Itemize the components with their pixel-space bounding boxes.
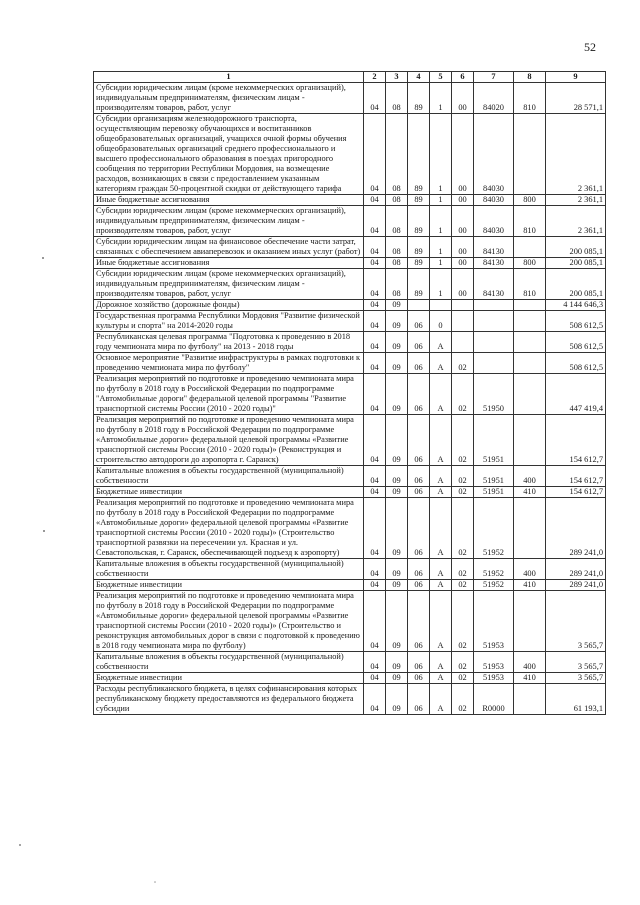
cell-section: 08 xyxy=(386,258,408,269)
cell-admin-code: 04 xyxy=(364,591,386,652)
cell-admin-code: 04 xyxy=(364,498,386,559)
cell-amount: 289 241,0 xyxy=(546,559,606,580)
cell-subprogram: 02 xyxy=(452,580,474,591)
cell-section: 09 xyxy=(386,374,408,415)
cell-program: 0 xyxy=(430,311,452,332)
cell-target-code: 51953 xyxy=(474,652,514,673)
column-header-5: 5 xyxy=(430,72,452,83)
cell-admin-code: 04 xyxy=(364,206,386,237)
cell-subprogram: 00 xyxy=(452,83,474,114)
cell-target-code: 51952 xyxy=(474,580,514,591)
column-header-9: 9 xyxy=(546,72,606,83)
cell-target-code: 51953 xyxy=(474,591,514,652)
cell-program: А xyxy=(430,374,452,415)
cell-target-code: 51951 xyxy=(474,487,514,498)
cell-amount: 289 241,0 xyxy=(546,580,606,591)
cell-subsection: 89 xyxy=(408,195,430,206)
cell-admin-code: 04 xyxy=(364,353,386,374)
cell-subsection: 06 xyxy=(408,684,430,715)
cell-section: 08 xyxy=(386,206,408,237)
cell-section: 09 xyxy=(386,673,408,684)
cell-expense-type: 400 xyxy=(514,466,546,487)
cell-expense-type: 400 xyxy=(514,652,546,673)
cell-amount: 3 565,7 xyxy=(546,652,606,673)
cell-section: 08 xyxy=(386,114,408,195)
cell-section: 09 xyxy=(386,332,408,353)
cell-admin-code: 04 xyxy=(364,559,386,580)
cell-description: Бюджетные инвестиции xyxy=(94,580,364,591)
cell-admin-code: 04 xyxy=(364,195,386,206)
cell-subsection: 06 xyxy=(408,466,430,487)
cell-section: 09 xyxy=(386,684,408,715)
cell-admin-code: 04 xyxy=(364,415,386,466)
cell-description: Субсидии организациям железнодорожного транспорта, осуществляющим перевозку обучающихся и воспитанников общеобразовательных организаций, учащихся очной формы обучения общеобразовательных организаций среднего профессионального и высшего профессионального образования в поездах пригородного сообщения по территории Республики Мордовия, на возмещение расходов, возникающих в связи с предоставлением указанным категориям граждан 50-процентной скидки от действующего тарифа xyxy=(94,114,364,195)
cell-subsection: 89 xyxy=(408,114,430,195)
cell-subsection: 89 xyxy=(408,269,430,300)
cell-program: 1 xyxy=(430,206,452,237)
cell-description: Расходы республиканского бюджета, в целях софинансирования которых республиканскому бюджету предоставляются из федерального бюджета субсидии xyxy=(94,684,364,715)
cell-expense-type: 800 xyxy=(514,258,546,269)
cell-amount: 508 612,5 xyxy=(546,332,606,353)
cell-section: 09 xyxy=(386,466,408,487)
cell-expense-type: 810 xyxy=(514,269,546,300)
cell-program: А xyxy=(430,353,452,374)
cell-target-code: 84030 xyxy=(474,114,514,195)
cell-target-code: 51951 xyxy=(474,466,514,487)
cell-amount: 447 419,4 xyxy=(546,374,606,415)
cell-section: 08 xyxy=(386,237,408,258)
cell-admin-code: 04 xyxy=(364,269,386,300)
cell-program: А xyxy=(430,673,452,684)
cell-subsection: 06 xyxy=(408,652,430,673)
cell-description: Субсидии юридическим лицам (кроме некоммерческих организаций), индивидуальным предпринимателям, физическим лицам - производителям товаров, работ, услуг xyxy=(94,83,364,114)
cell-program: А xyxy=(430,591,452,652)
cell-subsection: 06 xyxy=(408,415,430,466)
cell-subprogram: 02 xyxy=(452,559,474,580)
cell-program: А xyxy=(430,487,452,498)
cell-admin-code: 04 xyxy=(364,580,386,591)
cell-subprogram: 02 xyxy=(452,591,474,652)
cell-target-code: 51952 xyxy=(474,498,514,559)
cell-amount: 2 361,1 xyxy=(546,114,606,195)
cell-target-code: 51951 xyxy=(474,415,514,466)
cell-target-code: 84020 xyxy=(474,83,514,114)
cell-program: А xyxy=(430,332,452,353)
cell-admin-code: 04 xyxy=(364,673,386,684)
cell-expense-type: 410 xyxy=(514,673,546,684)
cell-target-code: 51952 xyxy=(474,559,514,580)
cell-subsection: 06 xyxy=(408,559,430,580)
cell-target-code: R0000 xyxy=(474,684,514,715)
column-header-7: 7 xyxy=(474,72,514,83)
cell-section: 09 xyxy=(386,580,408,591)
scan-dot xyxy=(154,881,156,883)
cell-admin-code: 04 xyxy=(364,311,386,332)
scan-dot xyxy=(19,844,21,846)
scan-dot xyxy=(42,257,44,259)
cell-program: А xyxy=(430,466,452,487)
page-number: 52 xyxy=(584,40,596,54)
cell-amount: 154 612,7 xyxy=(546,487,606,498)
cell-description: Бюджетные инвестиции xyxy=(94,487,364,498)
cell-subsection: 06 xyxy=(408,487,430,498)
cell-admin-code: 04 xyxy=(364,300,386,311)
cell-subprogram: 02 xyxy=(452,466,474,487)
cell-subprogram: 02 xyxy=(452,684,474,715)
cell-description: Реализация мероприятий по подготовке и проведению чемпионата мира по футболу в 2018 году в Российской Федерации по подпрограмме «Автомобильные дороги» федеральной целевой программы «Развитие транспортной системы России (2010 - 2020 годы)» (Строительство и реконструкция автомобильных дорог в связи с подготовкой к проведению в 2018 году чемпионата мира по футболу) xyxy=(94,591,364,652)
cell-section: 08 xyxy=(386,83,408,114)
cell-subprogram: 02 xyxy=(452,652,474,673)
cell-subsection: 89 xyxy=(408,237,430,258)
scan-dot xyxy=(43,530,45,532)
cell-amount: 4 144 646,3 xyxy=(546,300,606,311)
cell-description: Капитальные вложения в объекты государственной (муниципальной) собственности xyxy=(94,559,364,580)
cell-expense-type: 410 xyxy=(514,580,546,591)
cell-description: Иные бюджетные ассигнования xyxy=(94,195,364,206)
cell-description: Субсидии юридическим лицам на финансовое обеспечение части затрат, связанных с обеспечением авиаперевозок и оказанием иных услуг (работ) xyxy=(94,237,364,258)
cell-subprogram: 02 xyxy=(452,498,474,559)
cell-description: Реализация мероприятий по подготовке и проведению чемпионата мира по футболу в 2018 году в Российской Федерации по подпрограмме "Автомобильные дороги" федеральной целевой программы "Развитие транспортной системы России (2010 - 2020 годы)" xyxy=(94,374,364,415)
cell-section: 09 xyxy=(386,652,408,673)
cell-expense-type: 410 xyxy=(514,487,546,498)
cell-subprogram: 00 xyxy=(452,258,474,269)
cell-target-code: 84130 xyxy=(474,258,514,269)
cell-amount: 3 565,7 xyxy=(546,591,606,652)
cell-subprogram: 02 xyxy=(452,374,474,415)
cell-amount: 3 565,7 xyxy=(546,673,606,684)
cell-expense-type: 400 xyxy=(514,559,546,580)
cell-description: Капитальные вложения в объекты государственной (муниципальной) собственности xyxy=(94,466,364,487)
column-header-6: 6 xyxy=(452,72,474,83)
cell-admin-code: 04 xyxy=(364,487,386,498)
cell-admin-code: 04 xyxy=(364,652,386,673)
cell-section: 09 xyxy=(386,498,408,559)
cell-subsection: 06 xyxy=(408,673,430,684)
cell-subsection: 89 xyxy=(408,206,430,237)
cell-amount: 28 571,1 xyxy=(546,83,606,114)
cell-target-code: 84030 xyxy=(474,206,514,237)
column-header-4: 4 xyxy=(408,72,430,83)
cell-section: 08 xyxy=(386,269,408,300)
cell-subprogram: 00 xyxy=(452,206,474,237)
cell-subprogram: 00 xyxy=(452,195,474,206)
cell-program: 1 xyxy=(430,269,452,300)
cell-program: А xyxy=(430,415,452,466)
cell-expense-type: 810 xyxy=(514,83,546,114)
cell-description: Субсидии юридическим лицам (кроме некоммерческих организаций), индивидуальным предпринимателям, физическим лицам - производителям товаров, работ, услуг xyxy=(94,206,364,237)
cell-admin-code: 04 xyxy=(364,332,386,353)
cell-subsection: 06 xyxy=(408,580,430,591)
cell-amount: 508 612,5 xyxy=(546,353,606,374)
cell-amount: 289 241,0 xyxy=(546,498,606,559)
cell-section: 09 xyxy=(386,591,408,652)
cell-description: Капитальные вложения в объекты государственной (муниципальной) собственности xyxy=(94,652,364,673)
cell-program: 1 xyxy=(430,237,452,258)
cell-amount: 508 612,5 xyxy=(546,311,606,332)
cell-amount: 200 085,1 xyxy=(546,258,606,269)
cell-admin-code: 04 xyxy=(364,374,386,415)
cell-target-code: 84130 xyxy=(474,269,514,300)
cell-admin-code: 04 xyxy=(364,684,386,715)
column-header-3: 3 xyxy=(386,72,408,83)
column-header-2: 2 xyxy=(364,72,386,83)
cell-program: А xyxy=(430,559,452,580)
cell-admin-code: 04 xyxy=(364,237,386,258)
cell-admin-code: 04 xyxy=(364,466,386,487)
cell-description: Республиканская целевая программа "Подготовка к проведению в 2018 году чемпионата мира по футболу" на 2013 - 2018 годы xyxy=(94,332,364,353)
cell-program: А xyxy=(430,498,452,559)
cell-amount: 154 612,7 xyxy=(546,466,606,487)
cell-amount: 2 361,1 xyxy=(546,195,606,206)
cell-program: 1 xyxy=(430,83,452,114)
cell-subsection: 89 xyxy=(408,83,430,114)
cell-amount: 154 612,7 xyxy=(546,415,606,466)
cell-target-code: 51950 xyxy=(474,374,514,415)
cell-program: А xyxy=(430,652,452,673)
cell-subprogram: 02 xyxy=(452,673,474,684)
cell-admin-code: 04 xyxy=(364,83,386,114)
cell-admin-code: 04 xyxy=(364,114,386,195)
cell-section: 09 xyxy=(386,415,408,466)
cell-target-code: 51953 xyxy=(474,673,514,684)
cell-subprogram: 02 xyxy=(452,487,474,498)
cell-program: А xyxy=(430,580,452,591)
cell-subprogram: 00 xyxy=(452,269,474,300)
cell-section: 09 xyxy=(386,487,408,498)
cell-amount: 61 193,1 xyxy=(546,684,606,715)
cell-program: 1 xyxy=(430,195,452,206)
cell-program: 1 xyxy=(430,258,452,269)
cell-program: А xyxy=(430,684,452,715)
cell-description: Дорожное хозяйство (дорожные фонды) xyxy=(94,300,364,311)
cell-expense-type: 810 xyxy=(514,206,546,237)
cell-section: 09 xyxy=(386,353,408,374)
cell-amount: 2 361,1 xyxy=(546,206,606,237)
cell-subprogram: 02 xyxy=(452,353,474,374)
cell-description: Бюджетные инвестиции xyxy=(94,673,364,684)
cell-target-code: 84030 xyxy=(474,195,514,206)
cell-subsection: 06 xyxy=(408,374,430,415)
cell-subprogram: 00 xyxy=(452,114,474,195)
cell-subprogram: 02 xyxy=(452,415,474,466)
column-header-8: 8 xyxy=(514,72,546,83)
cell-description: Государственная программа Республики Мордовия "Развитие физической культуры и спорта" на 2014-2020 годы xyxy=(94,311,364,332)
cell-subsection: 06 xyxy=(408,591,430,652)
cell-admin-code: 04 xyxy=(364,258,386,269)
cell-section: 08 xyxy=(386,195,408,206)
cell-subsection: 89 xyxy=(408,258,430,269)
column-header-1: 1 xyxy=(94,72,364,83)
cell-amount: 200 085,1 xyxy=(546,269,606,300)
cell-section: 09 xyxy=(386,311,408,332)
cell-subprogram: 00 xyxy=(452,237,474,258)
cell-section: 09 xyxy=(386,300,408,311)
cell-subsection: 06 xyxy=(408,353,430,374)
cell-subsection: 06 xyxy=(408,498,430,559)
cell-amount: 200 085,1 xyxy=(546,237,606,258)
cell-target-code: 84130 xyxy=(474,237,514,258)
cell-program: 1 xyxy=(430,114,452,195)
cell-description: Иные бюджетные ассигнования xyxy=(94,258,364,269)
cell-expense-type: 800 xyxy=(514,195,546,206)
cell-subsection: 06 xyxy=(408,332,430,353)
cell-description: Основное мероприятие "Развитие инфраструктуры в рамках подготовки к проведению чемпионата мира по футболу" xyxy=(94,353,364,374)
cell-subsection: 06 xyxy=(408,311,430,332)
cell-description: Реализация мероприятий по подготовке и проведению чемпионата мира по футболу в 2018 году в Российской Федерации по подпрограмме «Автомобильные дороги» федеральной целевой программы «Развитие транспортной системы России (2010 - 2020 годы)» (Реконструкция и строительство автодороги до аэропорта г. Саранск) xyxy=(94,415,364,466)
cell-section: 09 xyxy=(386,559,408,580)
cell-description: Реализация мероприятий по подготовке и проведению чемпионата мира по футболу в 2018 году в Российской Федерации по подпрограмме «Автомобильные дороги» федеральной целевой программы «Развитие транспортной системы России (2010 - 2020 годы)» (Строительство транспортной развязки на пересечении ул. Красная и ул. Севастопольская, г. Саранск, обеспечивающей подъезд к аэропорту) xyxy=(94,498,364,559)
cell-description: Субсидии юридическим лицам (кроме некоммерческих организаций), индивидуальным предпринимателям, физическим лицам - производителям товаров, работ, услуг xyxy=(94,269,364,300)
